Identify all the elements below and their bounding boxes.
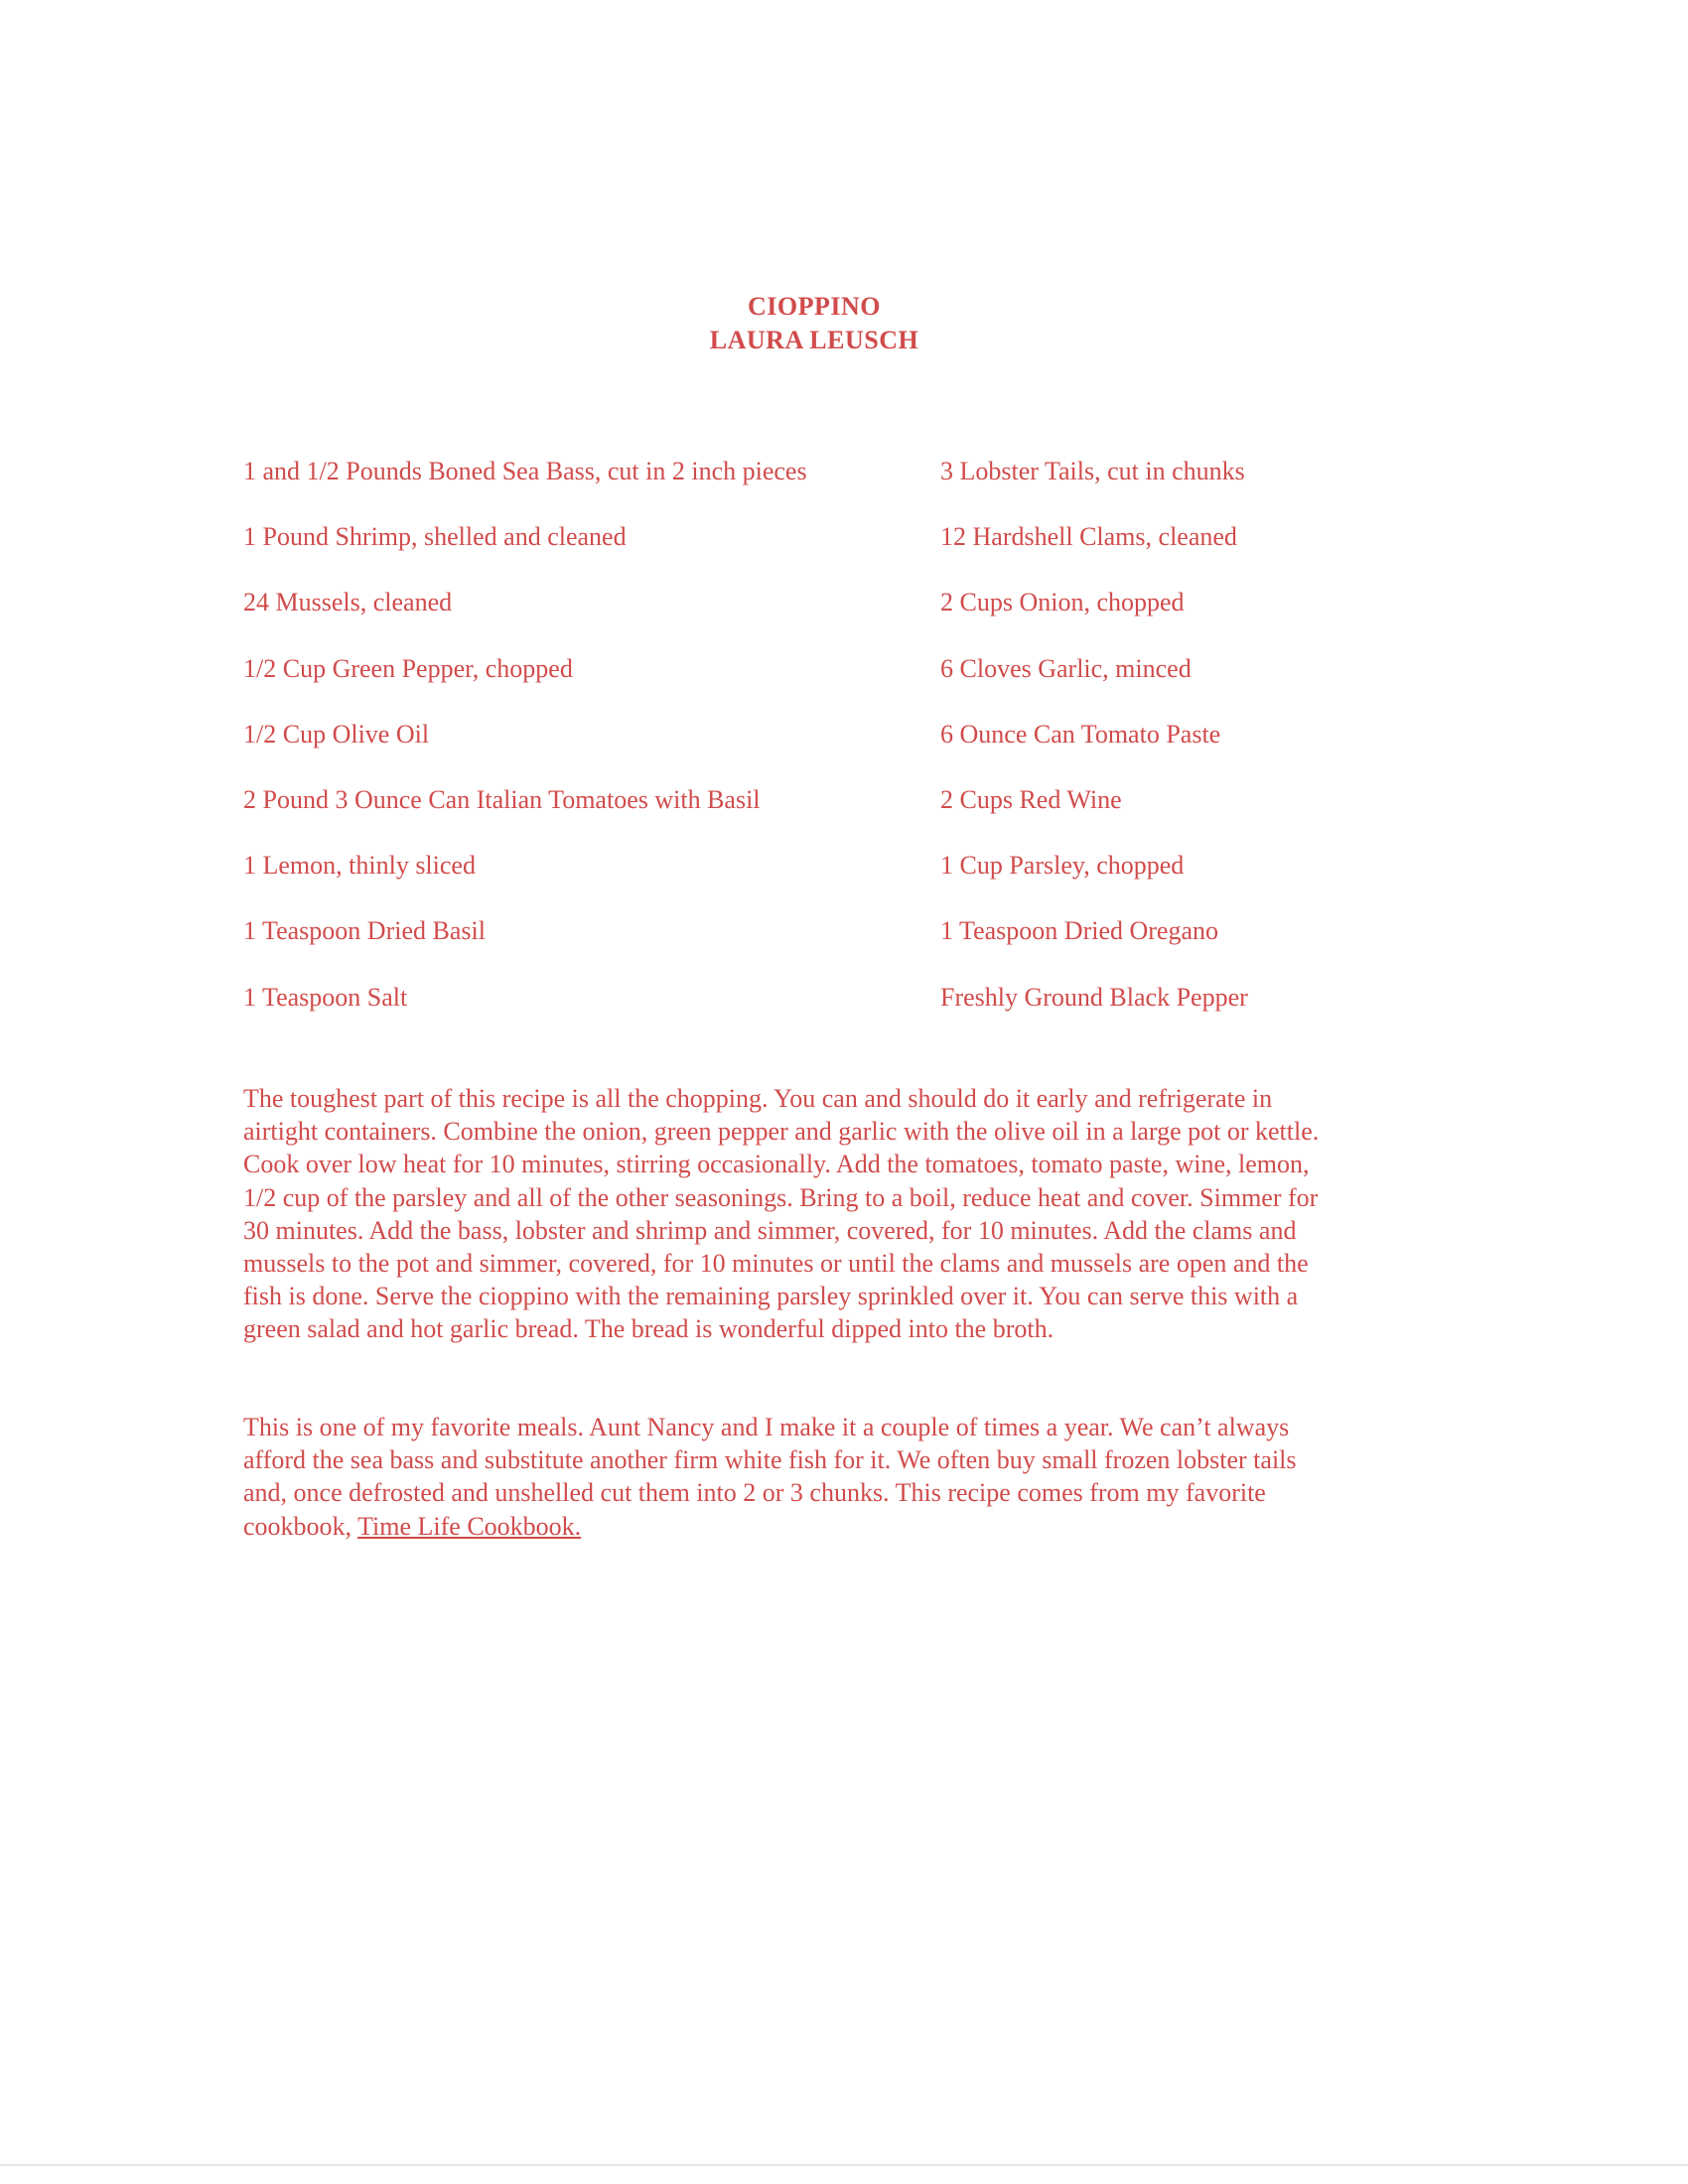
recipe-author: LAURA LEUSCH [709,326,919,354]
directions-line: green salad and hot garlic bread. The bread is wonderful dipped into the broth. [243,1314,1055,1344]
note-line-prefix: cookbook, [243,1511,358,1541]
directions-line: fish is done. Serve the cioppino with the remaining parsley sprinkled over it. You can serve this with a [243,1282,1299,1311]
directions-line: The toughest part of this recipe is all the chopping. You can and should do it early and refrigerate in [243,1084,1273,1113]
directions-paragraph [243,1082,1435,1346]
ingredient-item: 1 and 1/2 Pounds Boned Sea Bass, cut in 2 inch pieces [243,457,807,485]
ingredient-list [243,455,1435,1046]
directions-line: mussels to the pot and simmer, covered, for 10 minutes or until the clams and mussels are open and the [243,1249,1309,1279]
ingredient-item: 1/2 Cup Green Pepper, chopped [243,653,573,683]
directions-line: 30 minutes. Add the bass, lobster and shrimp and simmer, covered, for 10 minutes. Add the clams and [243,1215,1297,1245]
note-line: This is one of my favorite meals. Aunt Nancy and I make it a couple of times a year. We can’t always [243,1413,1290,1441]
ingredient-item: 1 Lemon, thinly sliced [243,851,476,881]
ingredient-item: 24 Mussels, cleaned [243,588,453,617]
ingredient-item: 1 Teaspoon Dried Oregano [940,916,1219,946]
ingredient-item: 1 Pound Shrimp, shelled and cleaned [243,522,627,552]
ingredient-item: 1/2 Cup Olive Oil [243,719,430,749]
ingredient-item: 2 Cups Red Wine [940,784,1122,814]
scan-edge-divider [0,2164,1688,2166]
note-line [243,1510,1435,1543]
ingredient-row [243,981,1435,1046]
ingredient-row [243,455,1435,520]
ingredient-item: 1 Teaspoon Salt [243,982,408,1012]
recipe-title: CIOPPINO [748,292,881,321]
directions-line: airtight containers. Combine the onion, green pepper and garlic with the olive oil in a large pot or kettle. [243,1117,1320,1147]
ingredient-row [243,783,1435,849]
directions-line: Cook over low heat for 10 minutes, stirring occasionally. Add the tomatoes, tomato paste, wine, lemon, [243,1150,1310,1179]
ingredient-row [243,849,1435,914]
ingredient-item: 6 Cloves Garlic, minced [940,653,1192,683]
ingredient-item: 12 Hardshell Clams, cleaned [940,522,1237,552]
personal-note-paragraph [243,1411,1435,1543]
ingredient-row [243,520,1435,586]
directions-line: 1/2 cup of the parsley and all of the other seasonings. Bring to a boil, reduce heat and cover. Simmer for [243,1182,1319,1212]
cookbook-title: Time Life Cookbook. [357,1511,582,1541]
ingredient-item: 2 Pound 3 Ounce Can Italian Tomatoes with Basil [243,784,761,814]
recipe-header [0,290,1628,357]
ingredient-item: 1 Teaspoon Dried Basil [243,916,486,946]
ingredient-item: Freshly Ground Black Pepper [940,982,1248,1012]
note-line: and, once defrosted and unshelled cut them into 2 or 3 chunks. This recipe comes from my favorite [243,1478,1266,1508]
ingredient-item: 3 Lobster Tails, cut in chunks [940,457,1245,485]
ingredient-item: 2 Cups Onion, chopped [940,588,1185,617]
ingredient-row [243,586,1435,651]
ingredient-item: 1 Cup Parsley, chopped [940,851,1185,881]
ingredient-row [243,652,1435,718]
ingredient-row [243,718,1435,783]
ingredient-row [243,914,1435,980]
note-line: afford the sea bass and substitute another firm white fish for it. We often buy small frozen lobster tails [243,1445,1297,1475]
ingredient-item: 6 Ounce Can Tomato Paste [940,719,1221,749]
